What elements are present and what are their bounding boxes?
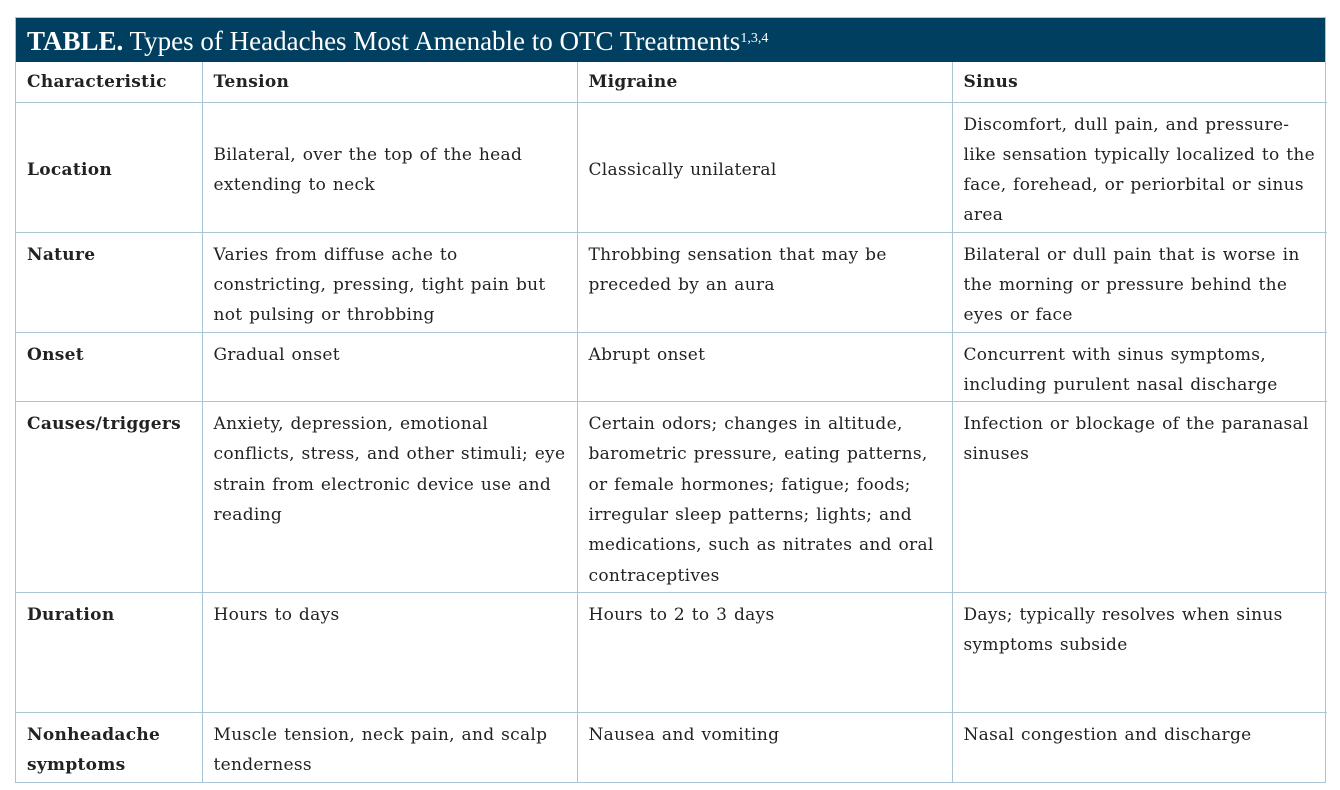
cell-tension: Muscle tension, neck pain, and scalp tenderness <box>202 712 577 781</box>
cell-sinus: Infection or blockage of the paranasal sinuses <box>952 402 1327 593</box>
row-label: Causes/triggers <box>16 402 202 593</box>
table-title-text: Types of Headaches Most Amenable to OTC Treatments <box>129 26 741 56</box>
cell-migraine: Abrupt onset <box>577 332 952 402</box>
cell-tension: Varies from diffuse ache to constricting, pressing, tight pain but not pulsing or throbbing <box>202 232 577 332</box>
cell-sinus: Nasal congestion and discharge <box>952 712 1327 781</box>
cell-sinus: Concurrent with sinus symptoms, including purulent nasal discharge <box>952 332 1327 402</box>
table-title-lead: TABLE. <box>27 26 124 56</box>
row-label: Duration <box>16 592 202 712</box>
cell-sinus: Days; typically resolves when sinus symptoms subside <box>952 592 1327 712</box>
cell-migraine: Throbbing sensation that may be preceded by an aura <box>577 232 952 332</box>
table-row <box>16 232 1327 332</box>
table-title <box>16 18 1325 62</box>
table-row <box>16 592 1327 712</box>
row-label: Nature <box>16 232 202 332</box>
cell-tension: Gradual onset <box>202 332 577 402</box>
cell-sinus: Bilateral or dull pain that is worse in the morning or pressure behind the eyes or face <box>952 232 1327 332</box>
table-row <box>16 102 1327 232</box>
cell-tension: Hours to days <box>202 592 577 712</box>
cell-migraine: Classically unilateral <box>577 102 952 232</box>
table-row <box>16 712 1327 781</box>
header-characteristic: Characteristic <box>16 62 202 102</box>
row-label: Location <box>16 102 202 232</box>
cell-sinus: Discomfort, dull pain, and pressure-like sensation typically localized to the face, forehead, or periorbital or sinus area <box>952 102 1327 232</box>
cell-tension: Bilateral, over the top of the head extending to neck <box>202 102 577 232</box>
cell-migraine: Certain odors; changes in altitude, barometric pressure, eating patterns, or female hormones; fatigue; foods; irregular sleep patterns; lights; and medications, such as nitrates and oral contraceptives <box>577 402 952 593</box>
table-row <box>16 402 1327 593</box>
headache-table <box>15 17 1326 783</box>
header-migraine: Migraine <box>577 62 952 102</box>
row-label: Onset <box>16 332 202 402</box>
table-title-refs: 1,3,4 <box>740 31 769 46</box>
row-label: Nonheadache symptoms <box>16 712 202 781</box>
cell-tension: Anxiety, depression, emotional conflicts, stress, and other stimuli; eye strain from electronic device use and reading <box>202 402 577 593</box>
header-row <box>16 62 1327 102</box>
cell-migraine: Hours to 2 to 3 days <box>577 592 952 712</box>
data-table <box>16 62 1327 782</box>
header-tension: Tension <box>202 62 577 102</box>
cell-migraine: Nausea and vomiting <box>577 712 952 781</box>
header-sinus: Sinus <box>952 62 1327 102</box>
table-row <box>16 332 1327 402</box>
